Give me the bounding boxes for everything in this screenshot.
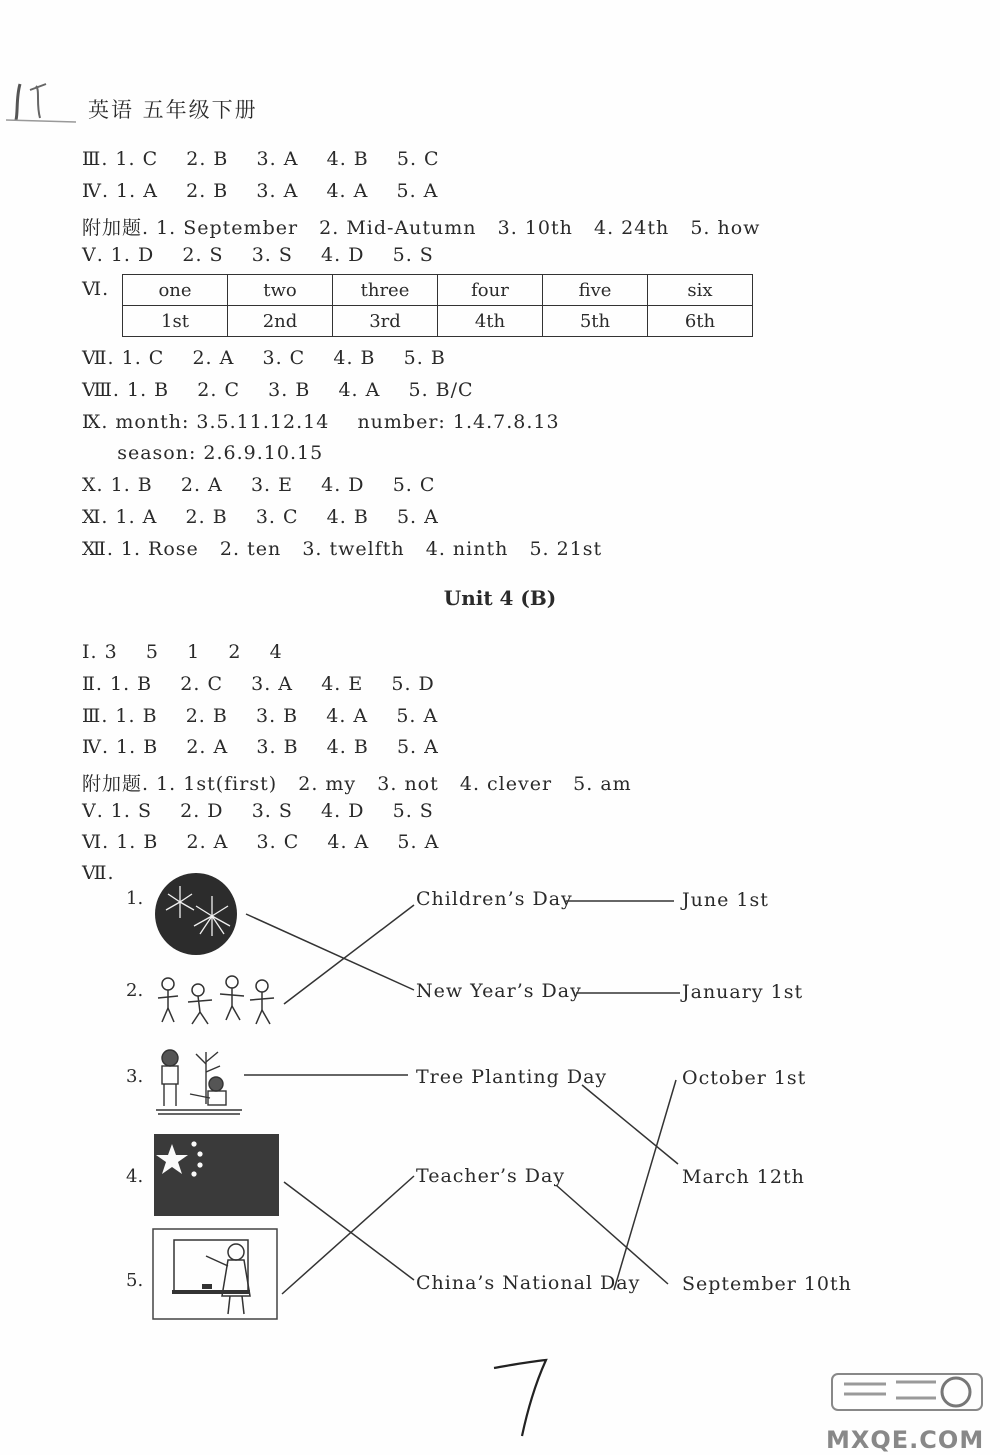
- date-label: September 10th: [682, 1273, 852, 1295]
- answer-line: Ⅹ. 1. B 2. A 3. E 4. D 5. C: [82, 474, 436, 496]
- answer-line: Ⅴ. 1. S 2. D 3. S 4. D 5. S: [82, 800, 434, 822]
- item-number: 3.: [126, 1066, 144, 1087]
- answer-line: 附加题. 1. 1st(first) 2. my 3. not 4. clever 5. am: [82, 773, 632, 795]
- date-label: January 1st: [682, 981, 804, 1003]
- date-label: June 1st: [682, 889, 769, 911]
- answer-line: Ⅲ. 1. C 2. B 3. A 4. B 5. C: [82, 148, 440, 170]
- answer-line: Ⅳ. 1. B 2. A 3. B 4. B 5. A: [82, 736, 439, 758]
- table-label: Ⅵ.: [82, 278, 110, 300]
- table-cell: two: [228, 275, 333, 306]
- table-cell: five: [543, 275, 648, 306]
- holiday-label: Teacher’s Day: [416, 1165, 566, 1187]
- table-cell: 4th: [438, 306, 543, 337]
- holiday-label: New Year’s Day: [416, 980, 582, 1002]
- answer-line: Ⅷ. 1. B 2. C 3. B 4. A 5. B/C: [82, 379, 474, 401]
- item-number: 1.: [126, 888, 144, 909]
- answer-line: Ⅰ. 3 5 1 2 4: [82, 641, 283, 663]
- table-cell: 1st: [123, 306, 228, 337]
- answer-line: Ⅴ. 1. D 2. S 3. S 4. D 5. S: [82, 244, 434, 266]
- unit-title: Unit 4 (B): [443, 586, 557, 610]
- page-header-title: 英语 五年级下册: [88, 98, 258, 122]
- holiday-label: Children’s Day: [416, 888, 573, 910]
- answer-line: season: 2.6.9.10.15: [82, 442, 324, 464]
- watermark-logo: [826, 1360, 996, 1452]
- table-cell: three: [333, 275, 438, 306]
- table-cell: one: [123, 275, 228, 306]
- answer-line: Ⅱ. 1. B 2. C 3. A 4. E 5. D: [82, 673, 435, 695]
- holiday-label: China’s National Day: [416, 1272, 641, 1294]
- item-number: 4.: [126, 1166, 144, 1187]
- answer-line: Ⅺ. 1. A 2. B 3. C 4. B 5. A: [82, 506, 439, 528]
- table-cell: 6th: [648, 306, 753, 337]
- holiday-label: Tree Planting Day: [416, 1066, 608, 1088]
- table-cell: 2nd: [228, 306, 333, 337]
- table-cell: 3rd: [333, 306, 438, 337]
- date-label: March 12th: [682, 1166, 805, 1188]
- answer-line: Ⅶ.: [82, 862, 115, 884]
- answer-line: Ⅵ. 1. B 2. A 3. C 4. A 5. A: [82, 831, 440, 853]
- answer-line: Ⅳ. 1. A 2. B 3. A 4. A 5. A: [82, 180, 439, 202]
- table-cell: four: [438, 275, 543, 306]
- table-cell: six: [648, 275, 753, 306]
- watermark-text: MXQE.COM: [826, 1426, 985, 1454]
- answer-line: Ⅶ. 1. C 2. A 3. C 4. B 5. B: [82, 347, 446, 369]
- answer-line: Ⅻ. 1. Rose 2. ten 3. twelfth 4. ninth 5. 21st: [82, 538, 603, 560]
- answer-line: Ⅸ. month: 3.5.11.12.14 number: 1.4.7.8.13: [82, 411, 560, 433]
- answer-line: Ⅲ. 1. B 2. B 3. B 4. A 5. A: [82, 705, 439, 727]
- date-label: October 1st: [682, 1067, 807, 1089]
- item-number: 5.: [126, 1270, 144, 1291]
- table-cell: 5th: [543, 306, 648, 337]
- answer-line: 附加题. 1. September 2. Mid-Autumn 3. 10th 4. 24th 5. how: [82, 217, 761, 239]
- page-number: [492, 1358, 552, 1438]
- item-number: 2.: [126, 980, 144, 1001]
